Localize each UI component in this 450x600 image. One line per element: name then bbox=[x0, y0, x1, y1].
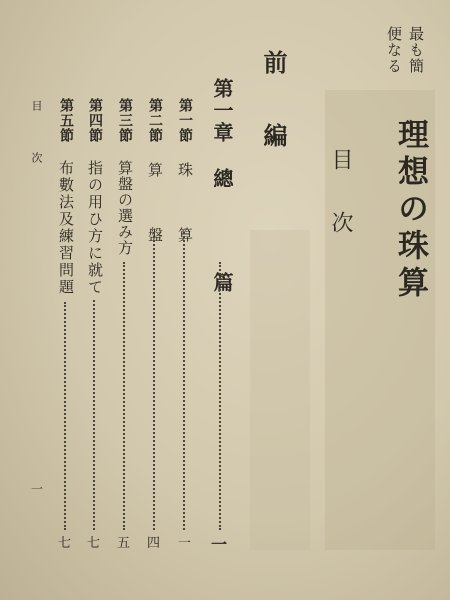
section-3-label: 第三節 bbox=[117, 98, 133, 143]
show-through bbox=[250, 230, 310, 550]
section-1-page: 一 bbox=[178, 536, 192, 551]
section-4-title: 指の用ひ方に就て bbox=[86, 160, 104, 296]
tagline-line-2: 便なる bbox=[385, 26, 403, 74]
section-3-page: 五 bbox=[117, 536, 131, 551]
section-2-leader bbox=[153, 232, 155, 530]
book-title: 理想の珠算 bbox=[392, 118, 428, 303]
section-1-label: 第一節 bbox=[177, 98, 193, 143]
section-4-page: 七 bbox=[87, 536, 101, 551]
toc-heading: 目 次 bbox=[328, 148, 353, 241]
section-5-leader bbox=[64, 302, 66, 530]
tagline-line-1: 最も簡 bbox=[407, 26, 425, 74]
part-heading: 前 編 bbox=[259, 50, 288, 157]
section-2-title: 算 盤 bbox=[146, 162, 164, 258]
section-3-title: 算盤の選み方 bbox=[116, 160, 134, 256]
chapter-title: 總 篇 bbox=[210, 168, 234, 322]
section-3-leader bbox=[123, 262, 125, 530]
chapter-label: 第一章 bbox=[210, 78, 234, 144]
chapter-page: 一 bbox=[211, 535, 228, 554]
section-1-leader bbox=[183, 232, 185, 530]
section-5-label: 第五節 bbox=[58, 98, 74, 143]
section-5-title: 布數法及練習問題 bbox=[57, 160, 75, 296]
chapter-leader bbox=[219, 262, 221, 530]
section-1-title: 珠 算 bbox=[176, 162, 194, 258]
section-5-page: 七 bbox=[58, 536, 72, 551]
section-4-label: 第四節 bbox=[87, 98, 103, 143]
section-2-label: 第二節 bbox=[147, 98, 163, 143]
running-head: 目 次 bbox=[30, 100, 43, 177]
section-4-leader bbox=[93, 300, 95, 530]
folio: 一 bbox=[31, 482, 44, 496]
section-2-page: 四 bbox=[147, 536, 161, 551]
